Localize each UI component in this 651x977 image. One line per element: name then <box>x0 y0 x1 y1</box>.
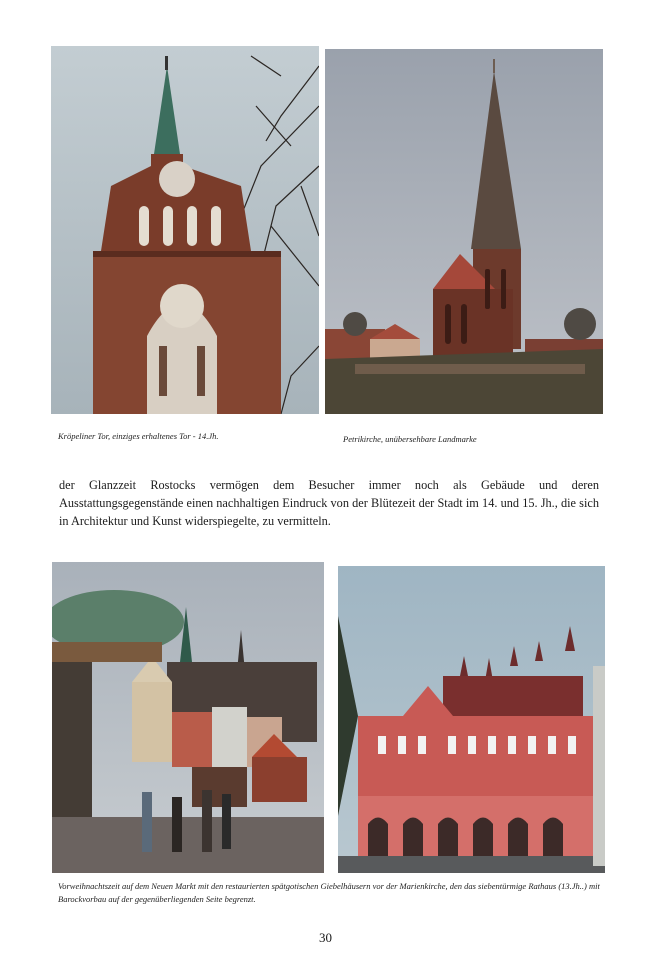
photo-rathaus <box>338 566 605 873</box>
body-paragraph: der Glanzzeit Rostocks vermögen dem Besucher immer noch als Gebäude und deren Ausstattungsgegenstände einen nachhaltigen Eindruck von der Blütezeit der Stadt im 14. und 15. Jh., die sich in Architektur und Kunst widerspiegelte, zu vermitteln. <box>59 478 599 528</box>
photo-kroepeliner-tor <box>51 46 319 414</box>
caption-neuer-markt-rathaus: Vorweihnachtszeit auf dem Neuen Markt mit den restaurierten spätgotischen Giebelhäusern vor der Marienkirche, den das siebentürmige Rathaus (13.Jh..) mit Barockvorbau auf der gegenüberliegenden Seite begrenzt. <box>58 881 600 904</box>
photo-petrikirche <box>325 49 603 414</box>
photo-neuer-markt <box>52 562 324 873</box>
caption-kroepeliner-tor: Kröpeliner Tor, einziges erhaltenes Tor - 14.Jh. <box>58 431 219 441</box>
page-number: 30 <box>319 930 332 945</box>
caption-petrikirche: Petrikirche, unübersehbare Landmarke <box>343 434 477 444</box>
